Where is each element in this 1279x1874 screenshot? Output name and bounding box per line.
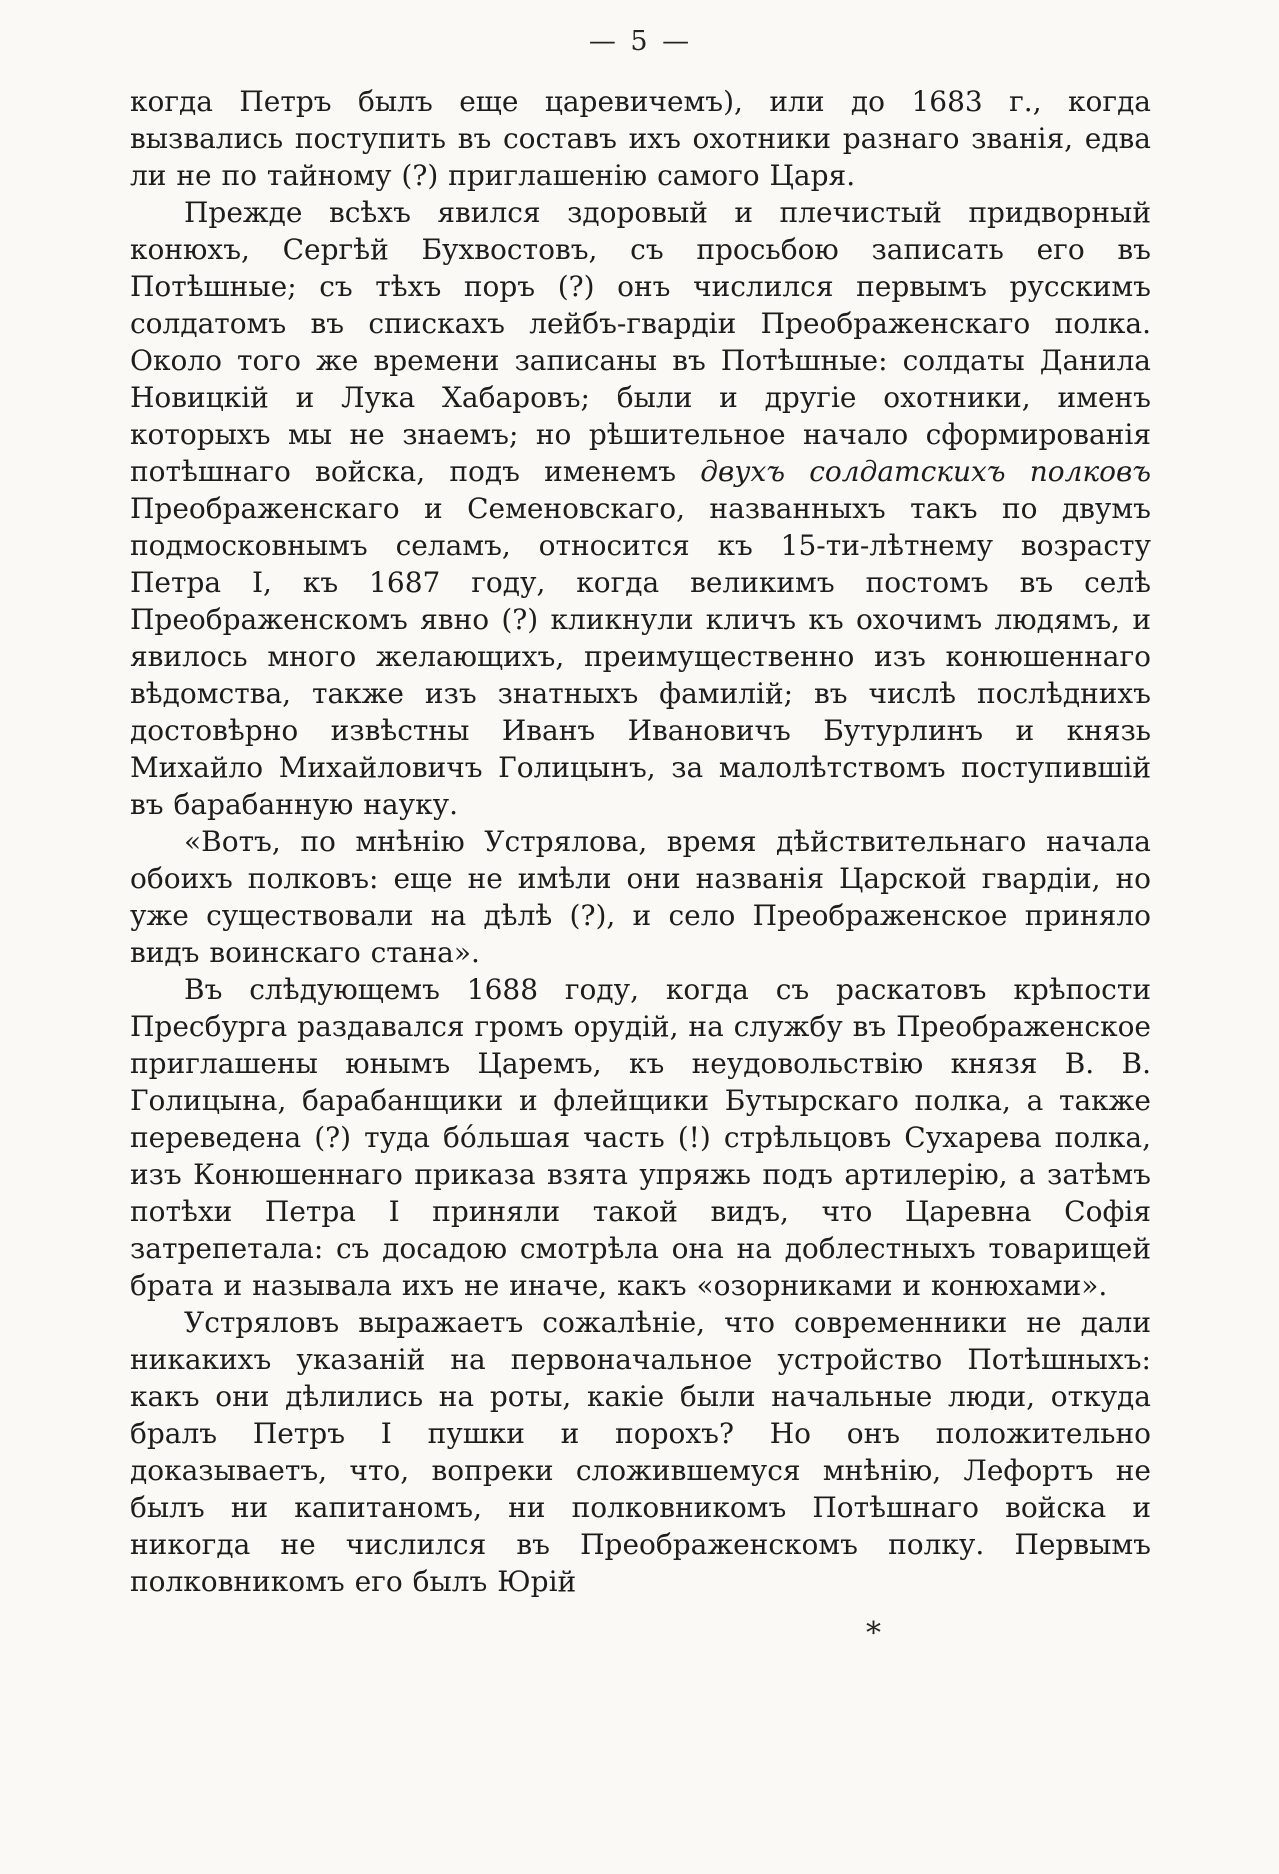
text-segment: когда Петръ былъ еще царевичемъ), или до 1683 г., когда вызвались поступить въ составъ ихъ охотники разнаго званія, едва ли не по тайному (?) приглашенію самого Царя.: [130, 85, 1151, 192]
italic-text-segment: двухъ солдатскихъ полковъ: [700, 455, 1151, 488]
text-segment: Устряловъ выражаетъ сожалѣніе, что современники не дали никакихъ указаній на первоначальное устройство Потѣшныхъ: какъ они дѣлились на роты, какіе были начальные люди, откуда бралъ Петръ I пушки и порохъ? Но онъ положительно доказываетъ, что, вопреки сложившемуся мнѣнію, Лефортъ не былъ ни капитаномъ, ни полковникомъ Потѣшнаго войска и никогда не числился въ Преображенскомъ полку. Первымъ полковникомъ его былъ Юрій: [130, 1306, 1151, 1598]
footnote-asterisk: *: [866, 1616, 881, 1651]
text-segment: «Вотъ, по мнѣнію Устрялова, время дѣйствительнаго начала обоихъ полковъ: еще не имѣли они названія Царской гвардіи, но уже существовали на дѣлѣ (?), и село Преображенское приняло видъ воинскаго стана».: [130, 825, 1151, 969]
text-segment: Преображенскаго и Семеновскаго, названныхъ такъ по двумъ подмосковнымъ селамъ, относится къ 15-ти-лѣтнему возрасту Петра I, къ 1687 году, когда великимъ постомъ въ селѣ Преображенскомъ явно (?) кликнули кличъ къ охочимъ людямъ, и явилось много желающихъ, преимущественно изъ конюшеннаго вѣдомства, также изъ знатныхъ фамилій; въ числѣ послѣднихъ достовѣрно извѣстны Иванъ Ивановичъ Бутурлинъ и князь Михайло Михайловичъ Голицынъ, за малолѣтствомъ поступившій въ барабанную науку.: [130, 492, 1151, 821]
paragraph: [130, 971, 1151, 1304]
paragraph: [130, 194, 1151, 823]
page-number: — 5 —: [588, 26, 693, 57]
paragraph: [130, 823, 1151, 971]
text-segment: Въ слѣдующемъ 1688 году, когда съ раскатовъ крѣпости Пресбурга раздавался громъ орудій, на службу въ Преображенское приглашены юнымъ Царемъ, къ неудовольствію князя В. В. Голицына, барабанщики и флейщики Бутырскаго полка, а также переведена (?) туда бо́льшая часть (!) стрѣльцовъ Сухарева полка, изъ Конюшеннаго приказа взята упряжь подъ артилерію, а затѣмъ потѣхи Петра I приняли такой видъ, что Царевна Софія затрепетала: съ досадою смотрѣла она на доблестныхъ товарищей брата и называла ихъ не иначе, какъ «озорниками и конюхами».: [130, 973, 1151, 1302]
page-text: [130, 83, 1151, 1600]
paragraph: [130, 83, 1151, 194]
paragraph: [130, 1304, 1151, 1600]
text-segment: Прежде всѣхъ явился здоровый и плечистый придворный конюхъ, Сергѣй Бухвостовъ, съ просьбою записать его въ Потѣшные; съ тѣхъ поръ (?) онъ числился первымъ русскимъ солдатомъ въ спискахъ лейбъ-гвардіи Преображенскаго полка. Около того же времени записаны въ Потѣшные: солдаты Данила Новицкій и Лука Хабаровъ; были и другіе охотники, именъ которыхъ мы не знаемъ; но рѣшительное начало сформированія потѣшнаго войска, подъ именемъ: [130, 196, 1151, 488]
